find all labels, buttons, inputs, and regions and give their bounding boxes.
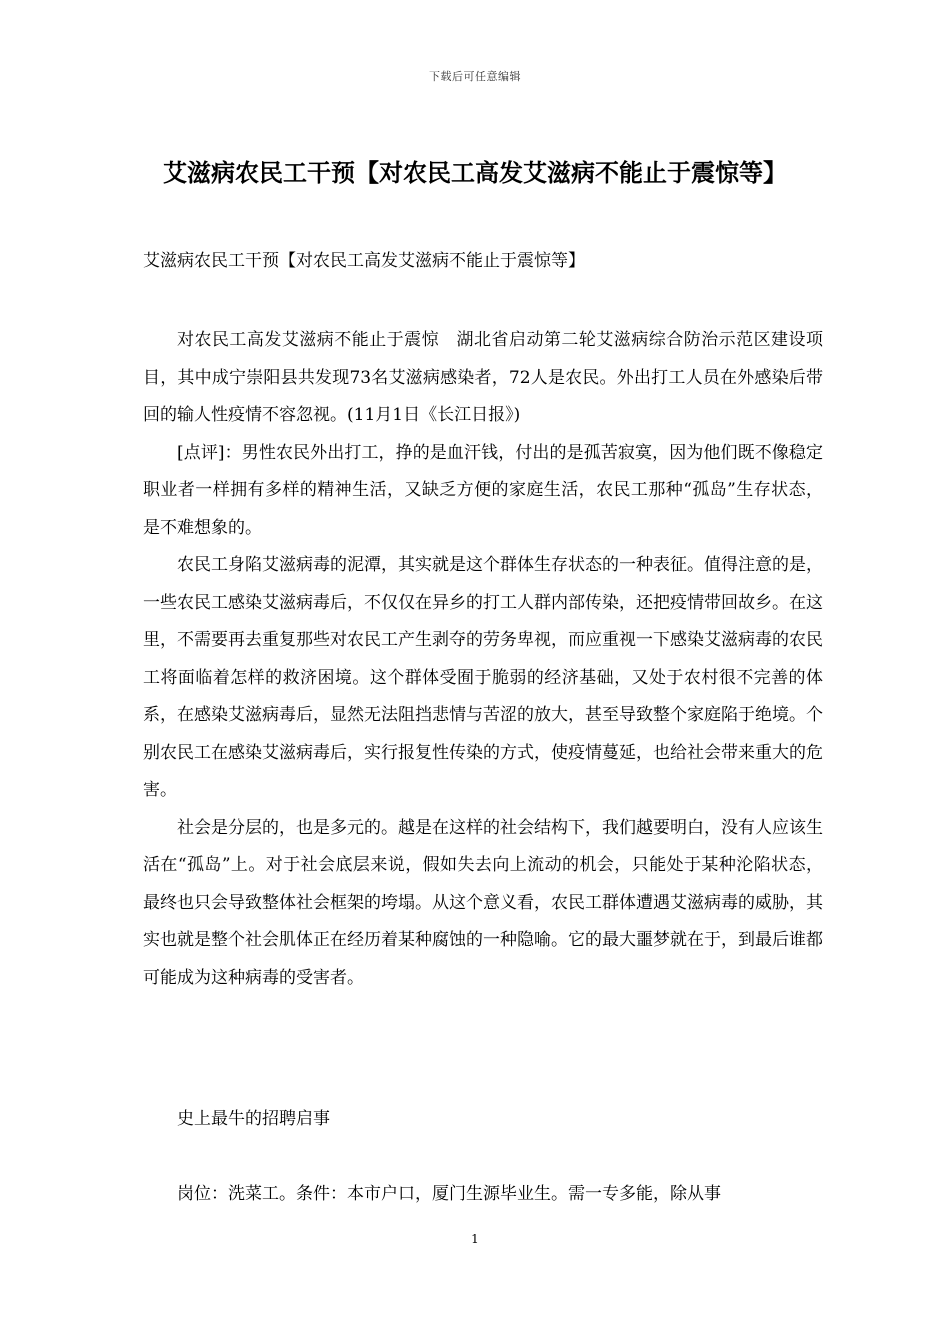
document-title: 艾滋病农民工干预【对农民工高发艾滋病不能止于震惊等】 [163,159,787,187]
article-body [143,322,823,997]
paragraph-news: 对农民工高发艾滋病不能止于震惊 湖北省启动第二轮艾滋病综合防治示范区建设项目，其中成宁崇阳县共发现73名艾滋病感染者，72人是农民。外出打工人员在外感染后带回的输人性疫情不容忽视。(11月1日《长江日报》) [143,330,823,425]
section-first-line: 岗位：洗菜工。条件：本市户口，厦门生源毕业生。需一专多能，除从事 [177,1184,721,1204]
paragraph-commentary: [点评]：男性农民外出打工，挣的是血汗钱，付出的是孤苦寂寞，因为他们既不像稳定职业者一样拥有多样的精神生活，又缺乏方便的家庭生活，农民工那种“孤岛”生存状态，是不难想象的。 [143,442,823,538]
header-note: 下载后可任意编辑 [429,70,521,83]
document-subtitle: 艾滋病农民工干预【对农民工高发艾滋病不能止于震惊等】 [143,251,585,271]
paragraph-conclusion: 社会是分层的，也是多元的。越是在这样的社会结构下，我们越要明白，没有人应该生活在“孤岛”上。对于社会底层来说，假如失去向上流动的机会，只能处于某种沦陷状态，最终也只会导致整体社会框架的垮塌。从这个意义看，农民工群体遭遇艾滋病毒的威胁，其实也就是整个社会肌体正在经历着某种腐蚀的一种隐喻。它的最大噩梦就在于，到最后谁都可能成为这种病毒的受害者。 [143,817,823,988]
paragraph-analysis: 农民工身陷艾滋病毒的泥潭，其实就是这个群体生存状态的一种表征。值得注意的是，一些农民工感染艾滋病毒后，不仅仅在异乡的打工人群内部传染，还把疫情带回故乡。在这里，不需要再去重复那些对农民工产生剥夺的劳务卑视，而应重视一下感染艾滋病毒的农民工将面临着怎样的救济困境。这个群体受囿于脆弱的经济基础，又处于农村很不完善的体系，在感染艾滋病毒后，显然无法阻挡悲情与苦涩的放大，甚至导致整个家庭陷于绝境。个别农民工在感染艾滋病毒后，实行报复性传染的方式，使疫情蔓延，也给社会带来重大的危害。 [143,555,823,800]
section-heading: 史上最牛的招聘启事 [177,1109,330,1129]
page-number: 1 [471,1232,479,1246]
